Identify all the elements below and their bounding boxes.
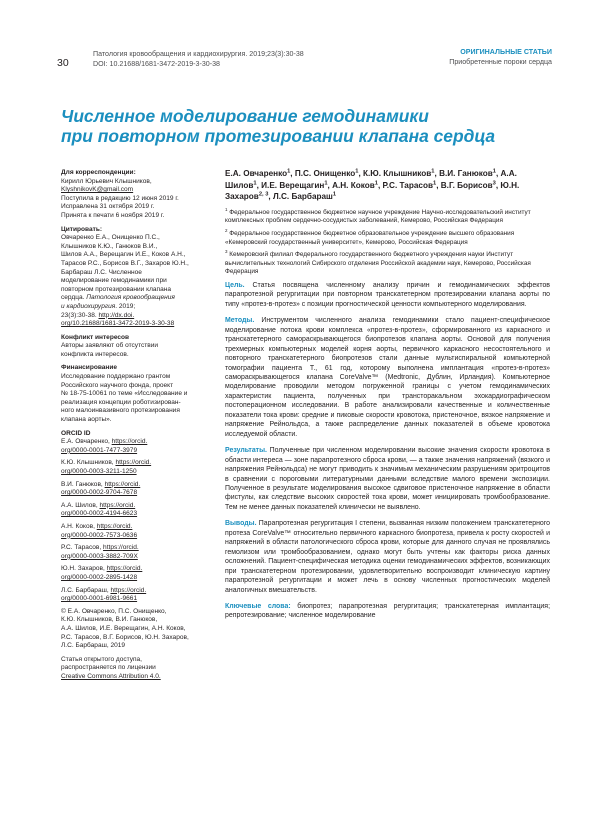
orcid-link[interactable]: org/0000-0002-2895-1428 xyxy=(61,573,138,581)
cite-doi-link[interactable]: http://dx.doi. xyxy=(98,311,135,319)
results-label: Результаты. xyxy=(225,447,267,455)
author-name: В.Г. Борисов xyxy=(440,180,493,190)
affiliation-number: 1 xyxy=(225,206,228,212)
cite-line: Тарасов Р.С., Борисов В.Г., Захаров Ю.Н., xyxy=(61,259,189,267)
affiliation-text: Кемеровский филиал Федерального государственного бюджетного учреждения науки Институт вычислительных технологий Сибирского отделения Российской академии наук, Кемерово, Российская Федерация xyxy=(225,251,531,276)
cite-volume: 23(3):30-38. xyxy=(61,311,99,319)
author-separator: , xyxy=(358,169,363,178)
author-separator: , xyxy=(290,169,295,178)
cite-line: Клышников К.Ю., Ганюков В.И., xyxy=(61,242,158,250)
orcid-line xyxy=(61,438,203,447)
author xyxy=(441,181,501,190)
correspondence-email[interactable]: KlyshnikovK@gmail.com xyxy=(61,186,134,194)
main-column xyxy=(225,168,550,628)
title-line: при повторном протезировании клапана сердца xyxy=(61,126,496,146)
conclusions-text: Парапротезная регургитация I степени, вызванная низким положением транскатетерного протеза CoreValve™ относительно первичного каркасного биопротеза, привела к росту скоростей и напряжений в области патологического сброса крови, которые для данного случая не проявлялись гемолизом или тромбообразованием, однако могут быть учтены как факторы риска данных осложнений. Пациент-специфическая методика оценки гемодинамических эффектов, возникающих при транскатетерном протезировании, удовлетворительно воспроизводит клиническую картину парапротезной регургитации и может лечь в основу численных прогностических моделей аналогичных вмешательств. xyxy=(225,520,550,594)
orcid-author-name: А.Н. Коков, xyxy=(61,522,97,530)
conflict-label: Конфликт интересов xyxy=(61,333,130,341)
funding-text: реализация концепции роботизирован- xyxy=(61,398,181,406)
article-category: ОРИГИНАЛЬНЫЕ СТАТЬИ xyxy=(460,48,552,56)
orcid-link[interactable]: org/0000-0003-3211-1250 xyxy=(61,468,137,475)
orcid-line xyxy=(61,502,203,511)
author-separator: , xyxy=(268,192,273,202)
accepted-date: Принята к печати 6 ноября 2019 г. xyxy=(61,211,165,219)
copyright-line: © Е.А. Овчаренко, П.С. Онищенко, xyxy=(61,607,167,615)
cite-journal: Патология кровообращения xyxy=(86,294,175,302)
author-name: В.И. Ганюков xyxy=(439,169,493,178)
orcid-label: ORCID ID xyxy=(61,429,91,437)
orcid-link[interactable]: https://orcid. xyxy=(115,459,152,467)
doi[interactable]: DOI: 10.21688/1681-3472-2019-3-30-38 xyxy=(93,59,220,68)
abstract-conclusions xyxy=(225,519,550,595)
orcid-entry xyxy=(61,587,203,604)
author-name: Л.С. Барбараш xyxy=(272,192,333,202)
journal-citation xyxy=(93,50,333,69)
cite-text xyxy=(61,234,203,329)
copyright-line: Р.С. Тарасов, В.Г. Борисов, Ю.Н. Захаров, xyxy=(61,633,189,641)
orcid-author-name: А.А. Шилов, xyxy=(61,501,100,509)
license-link[interactable]: Creative Commons Attribution 4.0. xyxy=(61,672,161,680)
conflict-text: Авторы заявляют об отсутствии xyxy=(61,342,159,350)
article-subcategory: Приобретенные пороки сердца xyxy=(449,57,552,66)
aim-label: Цель. xyxy=(225,281,245,289)
orcid-link[interactable]: org/0000-0001-7477-3979 xyxy=(61,446,138,454)
author xyxy=(439,169,500,178)
journal-name: Патология кровообращения и кардиохирургия. 2019;23(3):30-38 xyxy=(93,50,304,58)
author-separator: , xyxy=(436,180,441,190)
methods-label: Методы. xyxy=(225,317,255,325)
orcid-author-name: Р.С. Тарасов, xyxy=(61,544,104,552)
orcid-line xyxy=(61,481,203,490)
orcid-author-name: Л.С. Барбараш, xyxy=(61,586,111,594)
keywords-label: Ключевые слова: xyxy=(225,602,291,610)
author-name: А.Н. Коков xyxy=(332,180,375,190)
orcid-link[interactable]: org/0000-0002-4194-6623 xyxy=(61,510,138,518)
affiliation-number: 2 xyxy=(225,227,228,233)
orcid-line xyxy=(61,544,203,553)
author-affiliation-mark: 1 xyxy=(374,179,378,186)
orcid-entry xyxy=(61,459,203,476)
author-affiliation-mark: 1 xyxy=(324,179,328,186)
affiliation-number: 3 xyxy=(225,249,228,255)
copyright-line: А.А. Шилов, И.Е. Верещагин, А.Н. Коков, xyxy=(61,624,186,632)
orcid-author-name: В.И. Ганюков, xyxy=(61,480,105,488)
author xyxy=(225,169,295,178)
funding-text: Российского научного фонда, проект xyxy=(61,381,174,389)
cite-doi-link[interactable]: org/10.21688/1681-3472-2019-3-30-38 xyxy=(61,320,175,328)
orcid-entry xyxy=(61,502,203,519)
funding-text: клапана аорты». xyxy=(61,416,112,424)
keywords xyxy=(225,602,550,621)
cite-line xyxy=(61,294,203,303)
orcid-link[interactable]: https://orcid. xyxy=(111,438,148,446)
copyright-line: Л.С. Барбараш, 2019 xyxy=(61,642,126,650)
correspondence-label: Для корреспонденции: xyxy=(61,169,136,176)
abstract-aim xyxy=(225,281,550,309)
author xyxy=(383,181,441,190)
orcid-line xyxy=(61,523,203,532)
cite-line: моделирование гемодинамики при xyxy=(61,277,167,285)
author-name: П.С. Онищенко xyxy=(294,169,356,178)
author-name: И.Е. Верещагин xyxy=(261,180,325,190)
affiliation xyxy=(225,251,550,277)
conflict-text: конфликта интересов. xyxy=(61,350,129,358)
orcid-author-name: Е.А. Овчаренко, xyxy=(61,438,112,446)
author-separator: , xyxy=(377,180,383,190)
orcid-entry xyxy=(61,523,203,540)
orcid-author-name: Ю.Н. Захаров, xyxy=(61,565,107,573)
author-affiliation-mark: 1 xyxy=(332,191,337,198)
author-affiliation-mark: 2, 3 xyxy=(258,191,269,198)
section-rubric xyxy=(449,48,552,68)
orcid-line xyxy=(61,587,203,596)
author-affiliation-mark: 1 xyxy=(433,179,437,186)
aim-text: Статья посвящена численному анализу причин и гемодинамических эффектов парапротезной регургитации при повторном транскатетерном протезировании клапана аорты по типу «протез-в-протез» с позиции прогностической ценности компьютерного моделирования. xyxy=(225,281,550,308)
author-name: А.А. Шилов xyxy=(225,169,517,190)
orcid-entry xyxy=(61,544,203,561)
author-affiliation-mark: 1 xyxy=(287,168,291,175)
author-separator: , xyxy=(495,180,501,190)
cite-prefix: сердца. xyxy=(61,294,87,302)
author-affiliation-mark: 1 xyxy=(492,168,496,175)
orcid-link[interactable]: https://orcid. xyxy=(106,565,143,573)
author xyxy=(332,181,382,190)
article-title xyxy=(61,106,541,146)
received-date: Поступила в редакцию 12 июня 2019 г. xyxy=(61,194,179,202)
cite-line xyxy=(61,303,203,312)
cite-journal: и кардиохирургия xyxy=(61,302,116,310)
author xyxy=(261,181,332,190)
orcid-link[interactable]: https://orcid. xyxy=(96,522,133,530)
page-number: 30 xyxy=(57,57,69,69)
author-separator: , xyxy=(434,169,440,178)
correspondence-name: Кирилл Юрьевич Клышников, xyxy=(61,177,152,185)
author xyxy=(273,192,336,201)
title-line: Численное моделирование гемодинамики xyxy=(61,106,429,126)
orcid-link[interactable]: https://orcid. xyxy=(103,544,139,552)
affiliation-list xyxy=(225,206,550,277)
license-line: распространяется по лицензии xyxy=(61,664,156,672)
author-separator: , xyxy=(256,180,262,190)
orcid-entry xyxy=(61,565,203,582)
license-line: Статья открытого доступа, xyxy=(61,655,142,663)
funding-text: ного малоинвазивного протезирования xyxy=(61,407,180,415)
author-name: Е.А. Овчаренко xyxy=(225,169,288,178)
methods-text: Инструментом численного анализа гемодинамики стало пациент-специфическое моделирование потока крови комплекса «протез-в-протез», сформированного из каркасного и транскатетерного самораскрывающегося биопротезов клапана аорты. Основой для получения трехмерных компьютерных моделей корня аорты, первичного каркасного несостоятельного и повторного транскатетерного биопротезов стали данные мультиспиральной компьютерной томографии пациента Т., 61 год, которому выполнена имплантация «протез-в-протез» самораскрывающегося клапана CoreValve™ (Medtronic, Дублин, Ирландия). Компьютерное моделирование проводили методом погруженной границы с учетом гемодинамических характеристик пациента, полученных при трансторакальном эхокардиографическом постоперационном исследовании. В работе анализировали качественные и количественные показатели тока крови: средние и пиковые скорости кровотока, пристеночное, вязкое напряжение и напряжение Рейнольдса, а также распределение данных показателей в объеме кровотока исследуемой области. xyxy=(225,317,550,438)
cite-line xyxy=(61,312,203,321)
orcid-link[interactable]: org/0000-0001-6981-9661 xyxy=(61,595,138,603)
orcid-link[interactable]: org/0000-0002-7573-0636 xyxy=(61,531,138,539)
orcid-author-name: К.Ю. Клышников, xyxy=(61,459,116,467)
cite-line: повторном протезировании клапана xyxy=(61,285,171,293)
author-list xyxy=(225,168,550,203)
author-separator: , xyxy=(495,169,501,178)
results-text: Полученные при численном моделировании высокие значения скорости кровотока в области интереса — зоне парапротезного сброса крови, — а также значения напряжений (вязкого и напряжения Рейнольдса) не могут приводить к значимым механическим разрушениям эритроцитов в сравнении с пороговыми литературными данными вследствие малого времени экспозиции. Полученное в результате моделирования высокое сдвиговое пристеночное напряжение в области фистулы, как следствие высоких скоростей тока крови, может инициировать тромбообразование. Тем не менее данных показателей клинически не выявлено. xyxy=(225,447,550,511)
keywords-text: биопротез; парапротезная регургитация; транскатетерная имплантация; репротезирование; численное моделирование xyxy=(225,602,550,620)
orcid-link[interactable]: https://orcid. xyxy=(104,480,141,488)
revised-date: Исправлена 31 октября 2019 г. xyxy=(61,203,155,211)
cite-line: Барбараш Л.С. Численное xyxy=(61,268,142,276)
orcid-link[interactable]: org/0000-0003-3882-709X xyxy=(61,552,138,560)
abstract-results xyxy=(225,446,550,512)
abstract-methods xyxy=(225,316,550,439)
cite-line: Овчаренко Е.А., Онищенко П.С., xyxy=(61,234,160,242)
cite-label: Цитировать: xyxy=(61,225,103,233)
author-affiliation-mark: 1 xyxy=(431,168,435,175)
sidebar xyxy=(61,169,203,681)
orcid-link[interactable]: https://orcid. xyxy=(99,501,136,509)
copyright-line: К.Ю. Клышников, В.И. Ганюков, xyxy=(61,616,158,624)
author-affiliation-mark: 3 xyxy=(492,179,496,186)
author-name: Р.С. Тарасов xyxy=(382,180,433,190)
author-name: К.Ю. Клышников xyxy=(363,169,432,178)
affiliation-text: Федеральное государственное бюджетное научное учреждение Научно-исследовательский институт комплексных проблем сердечно-сосудистых заболеваний, Кемерово, Российская Федерация xyxy=(225,208,531,225)
cite-line: Шилов А.А., Верещагин И.Е., Коков А.Н., xyxy=(61,251,186,259)
affiliation xyxy=(225,206,550,226)
funding-text: № 18-75-10061 по теме «Исследование и xyxy=(61,390,188,398)
author xyxy=(295,169,363,178)
author-affiliation-mark: 1 xyxy=(253,179,257,186)
orcid-entry xyxy=(61,438,203,455)
author xyxy=(363,169,439,178)
funding-label: Финансирование xyxy=(61,364,118,372)
author-separator: , xyxy=(327,180,333,190)
orcid-link[interactable]: https://orcid. xyxy=(110,586,147,594)
orcid-line xyxy=(61,459,203,468)
affiliation-text: Федеральное государственное бюджетное образовательное учреждение высшего образования «Кемеровский государственный университет», Кемерово, Российская Федерация xyxy=(225,229,515,246)
author-affiliation-mark: 1 xyxy=(355,168,359,175)
author-name: Ю.Н. Захаров xyxy=(225,180,520,202)
orcid-list xyxy=(61,438,203,604)
orcid-link[interactable]: org/0000-0002-9704-7678 xyxy=(61,489,138,497)
orcid-entry xyxy=(61,481,203,498)
conclusions-label: Выводы. xyxy=(225,520,257,528)
cite-year: . 2019; xyxy=(115,302,136,310)
affiliation xyxy=(225,227,550,247)
funding-text: Исследование поддержано грантом xyxy=(61,373,171,381)
orcid-line xyxy=(61,565,203,574)
